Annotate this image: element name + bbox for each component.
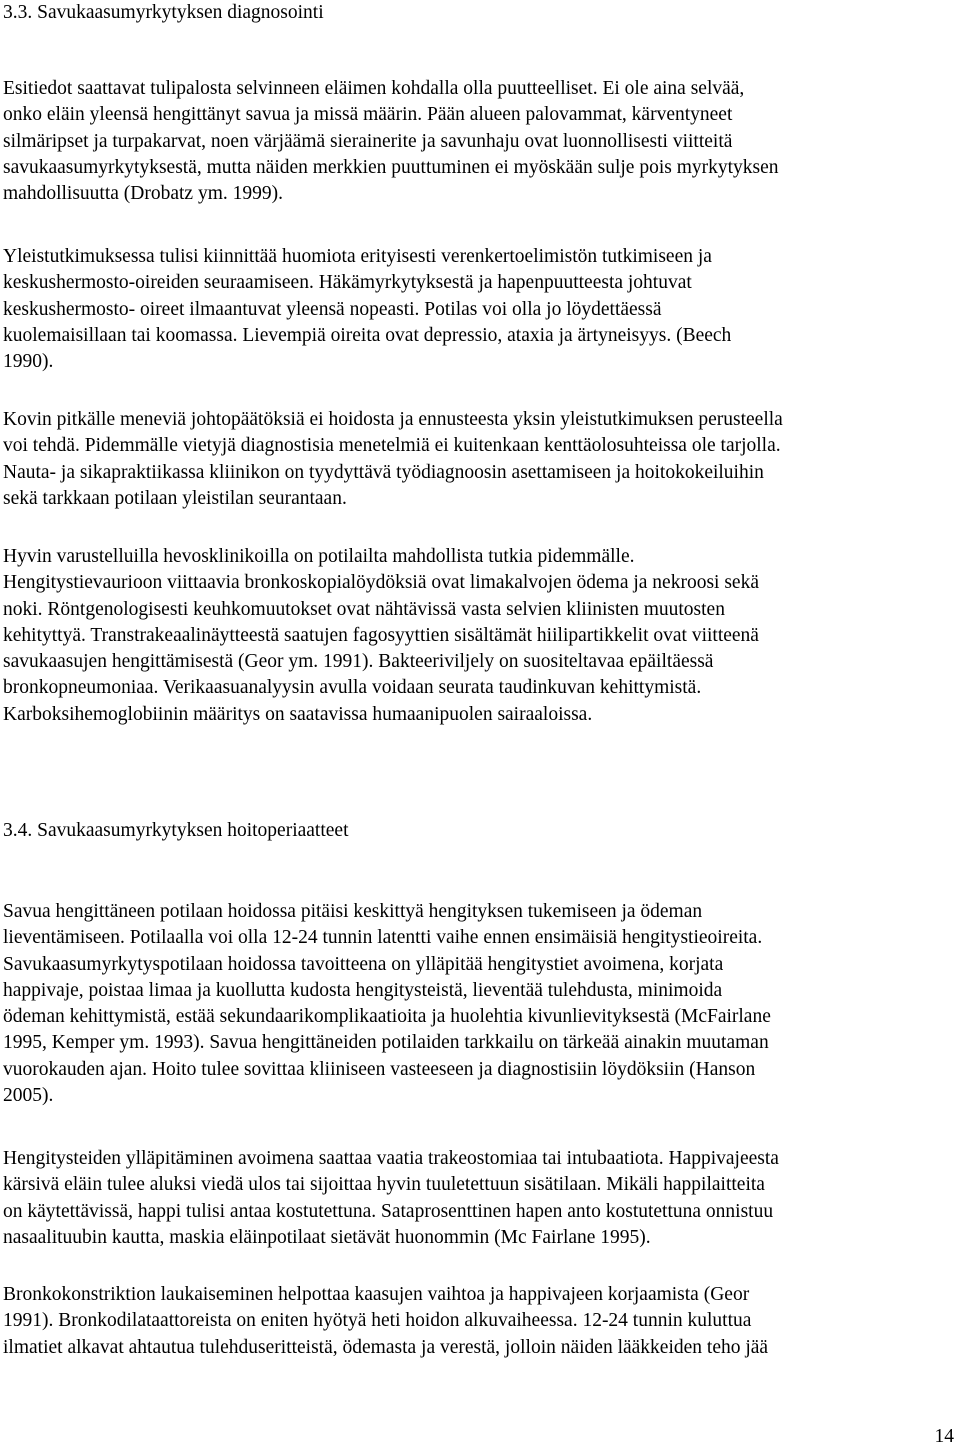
text-line: kuolemaisillaan tai koomassa. Lievempiä oireita ovat depressio, ataxia ja ärtyneisyys. (Beech [3,324,732,346]
page-number: 14 [934,1426,954,1447]
text-line: noki. Röntgenologisesti keuhkomuutokset ovat nähtävissä vasta selvien kliinisten muutosten [3,598,725,620]
text-line: kärsivä eläin tulee aluksi viedä ulos tai sijoittaa hyvin tuuletettuun sisätilaan. Mikäli happilaitteita [3,1174,765,1196]
text-line: savukaasujen hengittämisestä (Geor ym. 1991). Bakteeriviljely on suositeltavaa epäiltäessä [3,651,714,673]
text-line: ilmatiet alkavat ahtautua tulehduseritteistä, ödemasta ja verestä, jolloin näiden lääkkeiden teho jää [3,1336,769,1358]
text-line: 1990). [3,351,54,373]
text-line: Kovin pitkälle meneviä johtopäätöksiä ei hoidosta ja ennusteesta yksin yleistutkimuksen perusteella [3,409,783,430]
paragraph-esitiedot [3,76,955,207]
text-line: silmäripset ja turpakarvat, noen värjäämä sierainerite ja savunhaju ovat luonnollisesti viitteitä [3,130,733,152]
text-line: Savua hengittäneen potilaan hoidossa pitäisi keskittyä hengityksen tukemiseen ja ödeman [3,901,703,922]
text-line: lieventämiseen. Potilaalla voi olla 12-24 tunnin latentti vaihe ennen ensimäisiä hengitystieoireita. [3,927,763,949]
text-line: 1991). Bronkodilataattoreista on eniten hyötyä heti hoidon alkuvaiheessa. 12-24 tunnin kuluttua [3,1310,752,1332]
text-line: voi tehdä. Pidemmälle vietyjä diagnostisia menetelmiä ei kuitenkaan kenttäolosuhteissa ole tarjolla. [3,435,781,457]
text-line: 2005). [3,1085,54,1107]
paragraph-johtopaatokset [3,407,955,512]
text-line: vuorokauden ajan. Hoito tulee sovittaa kliiniseen vasteeseen ja diagnostisiin löydöksiin (Hanson [3,1058,756,1080]
section-heading-3-3: 3.3. Savukaasumyrkytyksen diagnosointi [3,2,324,23]
paragraph-savua-hengittaneen [3,899,955,1109]
text-line: Karboksihemoglobiinin määritys on saatavissa humaanipuolen sairaaloissa. [3,703,593,725]
text-line: happivaje, poistaa limaa ja kuollutta kudosta hengitysteistä, lieventää tulehdusta, minimoida [3,979,723,1001]
text-line: ödeman kehittymistä, estää sekundaarikomplikaatioita ja huolehtia kivunlievityksestä (McFairlane [3,1006,771,1028]
text-line: Nauta- ja sikapraktiikassa kliinikon on tyydyttävä työdiagnoosin asettamiseen ja hoitokokeiluihin [3,461,764,483]
text-line: savukaasumyrkytyksestä, mutta näiden merkkien puuttuminen ei myöskään sulje pois myrkytyksen [3,156,779,178]
text-line: Esitiedot saattavat tulipalosta selvinneen eläimen kohdalla olla puutteelliset. Ei ole aina selvää, [3,78,745,99]
text-line: Yleistutkimuksessa tulisi kiinnittää huomiota erityisesti verenkertoelimistön tutkimiseen ja [3,246,712,267]
text-line: kehityttyä. Transtrakeaalinäytteestä saatujen fagosyyttien sisältämät hiilipartikkelit ovat viitteenä [3,624,759,646]
text-line: bronkopneumoniaa. Verikaasuanalyysin avulla voidaan seurata taudinkuvan kehittymistä. [3,677,702,699]
text-line: mahdollisuutta (Drobatz ym. 1999). [3,183,283,205]
text-line: keskushermosto- oireet ilmaantuvat yleensä nopeasti. Potilas voi olla jo löydettäessä [3,298,662,320]
text-line: onko eläin yleensä hengittänyt savua ja missä määrin. Pään alueen palovammat, kärventyneet [3,104,733,126]
paragraph-yleistutkimus [3,244,955,375]
text-line: Bronkokonstriktion laukaiseminen helpottaa kaasujen vaihtoa ja happivajeen korjaamista (Geor [3,1284,750,1305]
text-line: nasaalituubin kautta, maskia eläinpotilaat sietävät huonommin (Mc Fairlane 1995). [3,1226,651,1248]
text-line: sekä tarkkaan potilaan yleistilan seurantaan. [3,487,347,509]
text-line: keskushermosto-oireiden seuraamiseen. Häkämyrkytyksestä ja hapenpuutteesta johtuvat [3,272,692,294]
text-line: Hengitysteiden ylläpitäminen avoimena saattaa vaatia trakeostomiaa tai intubaatiota. Happivajeesta [3,1148,779,1169]
text-line: Hengitystievaurioon viittaavia bronkoskopialöydöksiä ovat limakalvojen ödema ja nekroosi sekä [3,572,759,594]
text-line: 1995, Kemper ym. 1993). Savua hengittäneiden potilaiden tarkkailu on tärkeää ainakin muutaman [3,1032,769,1054]
text-line: Savukaasumyrkytyspotilaan hoidossa tavoitteena on ylläpitää hengitystiet avoimena, korjata [3,953,724,975]
paragraph-hevosklinikat [3,544,955,728]
text-line: on käytettävissä, happi tulisi antaa kostutettuna. Sataprosenttinen hapen anto kostutettuna onnistuu [3,1200,774,1222]
section-heading-3-4: 3.4. Savukaasumyrkytyksen hoitoperiaatteet [3,820,349,841]
paragraph-hengitysteiden-yllapito [3,1146,955,1251]
paragraph-bronkokonstriktio [3,1282,955,1361]
text-line: Hyvin varustelluilla hevosklinikoilla on potilailta mahdollista tutkia pidemmälle. [3,546,635,567]
